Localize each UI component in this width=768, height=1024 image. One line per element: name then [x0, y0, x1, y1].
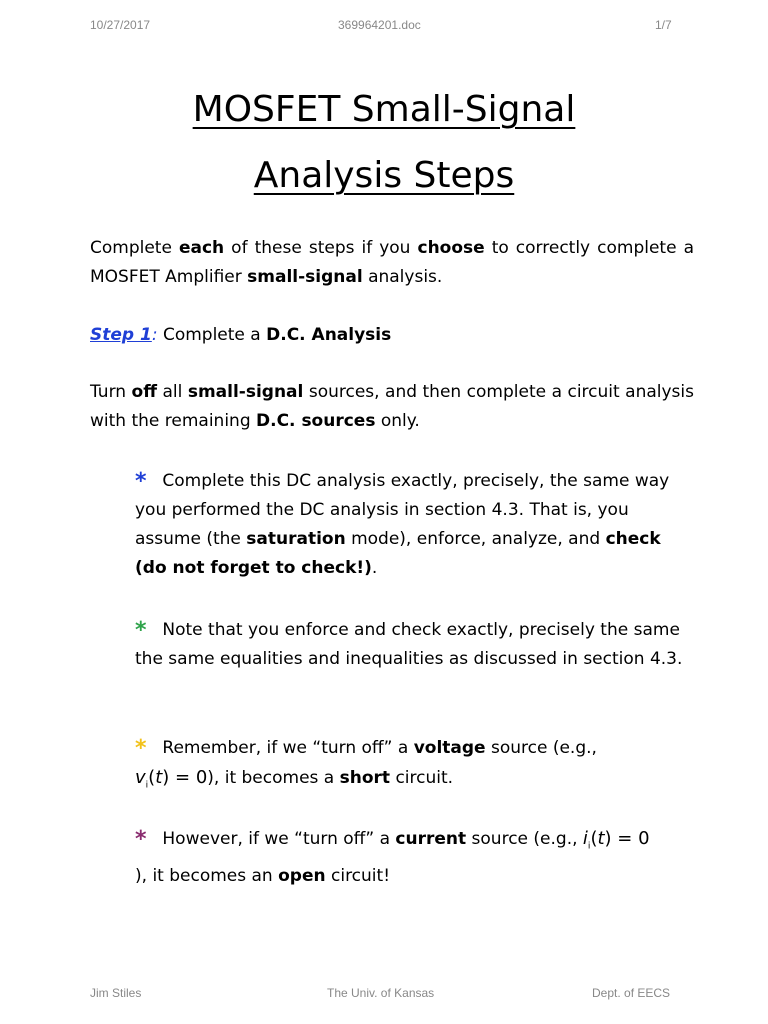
star-bullet-icon: *	[135, 618, 147, 643]
header-page-number: 1/7	[655, 18, 672, 32]
page-header	[0, 18, 768, 34]
step-1-label: Step 1	[90, 325, 152, 345]
star-bullet-icon: *	[135, 827, 147, 852]
intro-paragraph: Complete each of these steps if you choose to correctly complete a MOSFET Amplifier small-signal analysis.	[90, 238, 694, 287]
voltage-equation: $v_i(t) = 0$	[135, 767, 208, 791]
header-filename: 369964201.doc	[338, 18, 421, 32]
step-1-heading: Step 1: Complete a D.C. Analysis	[90, 325, 392, 345]
page-title-line-1: MOSFET Small-Signal	[192, 89, 576, 130]
page-footer	[0, 986, 768, 1002]
bullet-enforce-check: * Note that you enforce and check exactly, precisely the same the same equalities and inequalities as discussed in section 4.3.	[135, 618, 683, 669]
bullet-current-source: * However, if we “turn off” a current source (e.g., $i_i(t) = 0$ ), it becomes an open circuit!	[135, 827, 650, 886]
star-bullet-icon: *	[135, 469, 147, 494]
star-bullet-icon: *	[135, 736, 147, 761]
current-equation: $i_i(t) = 0$	[582, 828, 650, 852]
footer-department: Dept. of EECS	[592, 986, 671, 1000]
turn-off-paragraph: Turn off all small-signal sources, and then complete a circuit analysis with the remaining D.C. sources only.	[90, 382, 694, 431]
bullet-dc-analysis: * Complete this DC analysis exactly, precisely, the same way you performed the DC analysis in section 4.3. That is, you assume (the saturation mode), enforce, analyze, and check (do not forget to check!).	[135, 469, 670, 578]
bullet-voltage-source: * Remember, if we “turn off” a voltage source (e.g., $v_i(t) = 0$), it becomes a short circuit.	[135, 736, 597, 791]
footer-author: Jim Stiles	[90, 986, 142, 1000]
header-date: 10/27/2017	[90, 18, 151, 32]
footer-school: The Univ. of Kansas	[327, 986, 435, 1000]
page-title-line-2: Analysis Steps	[253, 155, 515, 196]
